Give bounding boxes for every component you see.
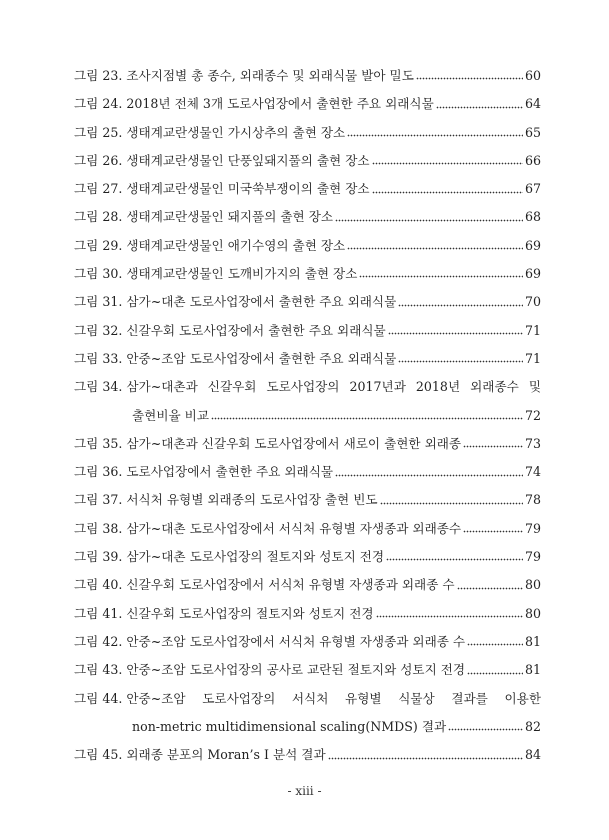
page-ref: 60 xyxy=(524,68,541,83)
toc-entry-line xyxy=(74,515,541,543)
page-ref: 73 xyxy=(524,435,541,451)
toc-entry[interactable] xyxy=(74,515,541,543)
figure-label: 그림 37. xyxy=(74,492,123,508)
toc-entry-line xyxy=(74,260,541,288)
figure-title: 삼가~대촌 도로사업장의 절토지와 성토지 전경 xyxy=(126,549,385,565)
toc-entry[interactable] xyxy=(74,543,541,571)
page-ref: 78 xyxy=(524,492,541,508)
figure-title: 삼가~대촌과 신갈우회 도로사업장의 2017년과 2018년 외래종수 및 xyxy=(126,379,541,395)
figure-label: 그림 29. xyxy=(74,237,123,253)
page-ref: 65 xyxy=(524,124,541,140)
dot-leader xyxy=(211,409,523,422)
dot-leader xyxy=(359,267,523,280)
toc-entry-line xyxy=(74,62,541,90)
toc-entry-line xyxy=(74,741,541,769)
toc-entry-line xyxy=(74,119,541,147)
figure-title: 삼가~대촌과 신갈우회 도로사업장에서 새로이 출현한 외래종 xyxy=(126,435,462,451)
figure-title: 신갈우회 도로사업장에서 출현한 주요 외래식물 xyxy=(126,322,386,338)
toc-entry[interactable] xyxy=(74,600,541,628)
dot-leader xyxy=(467,635,523,648)
toc-entry-line xyxy=(74,600,541,628)
toc-entry[interactable] xyxy=(74,373,541,430)
dot-leader xyxy=(467,664,523,677)
toc-entry-line xyxy=(74,90,541,118)
page-ref: 64 xyxy=(524,96,541,112)
toc-entry-line xyxy=(74,317,541,345)
figure-title: 2018년 전체 3개 도로사업장에서 출현한 주요 외래식물 xyxy=(126,96,434,112)
figure-title: 안중~조암 도로사업장의 서식처 유형별 식물상 결과를 이용한 xyxy=(126,690,541,706)
figure-title: 안중~조암 도로사업장에서 출현한 주요 외래식물 xyxy=(126,350,397,366)
toc-entry[interactable] xyxy=(74,628,541,656)
dot-leader xyxy=(347,239,523,252)
figure-label: 그림 43. xyxy=(74,662,123,678)
toc-entry-line xyxy=(74,345,541,373)
figure-label: 그림 33. xyxy=(74,350,123,366)
toc-entry[interactable] xyxy=(74,656,541,684)
figure-label: 그림 39. xyxy=(74,549,123,565)
dot-leader xyxy=(376,607,523,620)
page-ref: 81 xyxy=(524,662,541,678)
dot-leader xyxy=(328,749,523,762)
figure-title: 조사지점별 총 종수, 외래종수 및 외래식물 발아 밀도 xyxy=(126,68,414,83)
page-ref: 72 xyxy=(524,407,541,423)
toc-entry-line xyxy=(74,486,541,514)
toc-entry-line xyxy=(74,175,541,203)
dot-leader xyxy=(398,352,523,365)
toc-entry[interactable] xyxy=(74,232,541,260)
figure-label: 그림 38. xyxy=(74,520,123,536)
figure-label: 그림 36. xyxy=(74,464,123,480)
dot-leader xyxy=(463,522,523,535)
figure-title: 외래종 분포의 Moran’s I 분석 결과 xyxy=(126,747,326,763)
figure-label: 그림 35. xyxy=(74,435,123,451)
figure-label: 그림 25. xyxy=(74,124,123,140)
dot-leader xyxy=(436,98,523,111)
page-ref: 66 xyxy=(524,152,541,168)
toc-entry[interactable] xyxy=(74,260,541,288)
toc-entry[interactable] xyxy=(74,203,541,231)
page-ref: 74 xyxy=(524,464,541,480)
page-ref: 82 xyxy=(524,718,541,734)
figure-list xyxy=(74,62,541,769)
toc-entry-continuation xyxy=(132,713,541,741)
page-ref: 80 xyxy=(524,605,541,621)
figure-label: 그림 34. xyxy=(74,379,123,395)
page-ref: 69 xyxy=(524,237,541,253)
figure-title-continued: 출현비율 비교 xyxy=(132,407,209,423)
dot-leader xyxy=(335,211,523,224)
toc-entry-line xyxy=(74,373,541,401)
figure-label: 그림 24. xyxy=(74,96,123,112)
toc-entry-line xyxy=(74,147,541,175)
figure-title: 도로사업장에서 출현한 주요 외래식물 xyxy=(126,464,334,480)
figure-title: 안중~조암 도로사업장에서 서식처 유형별 자생종과 외래종 수 xyxy=(126,633,466,649)
figure-label: 그림 45. xyxy=(74,747,123,763)
dot-leader xyxy=(388,324,523,337)
figure-title: 생태계교란생물인 애기수영의 출현 장소 xyxy=(126,237,346,253)
page-ref: 69 xyxy=(524,266,541,282)
toc-entry[interactable] xyxy=(74,571,541,599)
toc-entry[interactable] xyxy=(74,345,541,373)
page-ref: 84 xyxy=(524,747,541,763)
figure-title: 생태계교란생물인 단풍잎돼지풀의 출현 장소 xyxy=(126,152,370,168)
figure-title: 서식처 유형별 외래종의 도로사업장 출현 빈도 xyxy=(126,492,378,508)
dot-leader xyxy=(347,126,523,139)
toc-entry[interactable] xyxy=(74,458,541,486)
toc-entry-line xyxy=(74,430,541,458)
toc-entry[interactable] xyxy=(74,175,541,203)
figure-label: 그림 32. xyxy=(74,322,123,338)
page-ref: 67 xyxy=(524,181,541,197)
figure-title: 생태계교란생물인 돼지풀의 출현 장소 xyxy=(126,209,334,225)
toc-entry[interactable] xyxy=(74,486,541,514)
figure-label: 그림 44. xyxy=(74,690,123,706)
dot-leader xyxy=(398,296,523,309)
page-number: - xiii - xyxy=(287,784,322,798)
toc-entry-continuation xyxy=(132,402,541,430)
figure-label: 그림 28. xyxy=(74,209,123,225)
toc-entry[interactable] xyxy=(74,62,541,90)
toc-entry[interactable] xyxy=(74,147,541,175)
figure-title: 생태계교란생물인 미국쑥부쟁이의 출현 장소 xyxy=(126,181,370,197)
toc-entry-line xyxy=(74,232,541,260)
toc-entry[interactable] xyxy=(74,430,541,458)
dot-leader xyxy=(335,466,523,479)
figure-label: 그림 26. xyxy=(74,152,123,168)
toc-entry[interactable] xyxy=(74,288,541,316)
toc-entry[interactable] xyxy=(74,119,541,147)
toc-entry-line xyxy=(74,203,541,231)
figure-label: 그림 27. xyxy=(74,181,123,197)
dot-leader xyxy=(372,183,523,196)
figure-title: 신갈우회 도로사업장에서 서식처 유형별 자생종과 외래종 수 xyxy=(126,577,455,593)
page-ref: 71 xyxy=(524,322,541,338)
toc-entry-line xyxy=(74,543,541,571)
page-ref: 80 xyxy=(524,577,541,593)
dot-leader xyxy=(448,720,523,733)
figure-label: 그림 30. xyxy=(74,266,123,282)
dot-leader xyxy=(457,579,523,592)
toc-entry[interactable] xyxy=(74,741,541,769)
page-ref: 79 xyxy=(524,520,541,536)
toc-entry[interactable] xyxy=(74,685,541,742)
dot-leader xyxy=(386,550,523,563)
figure-title: 신갈우회 도로사업장의 절토지와 성토지 전경 xyxy=(126,605,374,621)
figure-label: 그림 40. xyxy=(74,577,123,593)
dot-leader xyxy=(463,437,523,450)
page-ref: 71 xyxy=(524,350,541,366)
figure-title-continued: non-metric multidimensional scaling(NMDS) 결과 xyxy=(132,718,447,734)
toc-entry-line xyxy=(74,288,541,316)
toc-entry-line xyxy=(74,458,541,486)
toc-entry[interactable] xyxy=(74,90,541,118)
figure-label: 그림 41. xyxy=(74,605,123,621)
page-ref: 70 xyxy=(524,294,541,310)
toc-entry[interactable] xyxy=(74,317,541,345)
toc-entry-line xyxy=(74,628,541,656)
figure-title: 안중~조암 도로사업장의 공사로 교란된 절토지와 성토지 전경 xyxy=(126,662,466,678)
page-ref: 79 xyxy=(524,549,541,565)
figure-label: 그림 31. xyxy=(74,294,123,310)
figure-title: 생태계교란생물인 도깨비가지의 출현 장소 xyxy=(126,266,358,282)
page-ref: 68 xyxy=(524,209,541,225)
figure-label: 그림 42. xyxy=(74,633,123,649)
figure-title: 생태계교란생물인 가시상추의 출현 장소 xyxy=(126,124,346,140)
page-ref: 81 xyxy=(524,633,541,649)
figure-title: 삼가~대촌 도로사업장에서 서식처 유형별 자생종과 외래종수 xyxy=(126,520,462,536)
dot-leader xyxy=(372,154,523,167)
toc-entry-line xyxy=(74,571,541,599)
dot-leader xyxy=(416,69,523,82)
figure-label: 그림 23. xyxy=(74,68,123,83)
toc-entry-line xyxy=(74,656,541,684)
dot-leader xyxy=(380,494,523,507)
figure-title: 삼가~대촌 도로사업장에서 출현한 주요 외래식물 xyxy=(126,294,397,310)
toc-entry-line xyxy=(74,685,541,713)
